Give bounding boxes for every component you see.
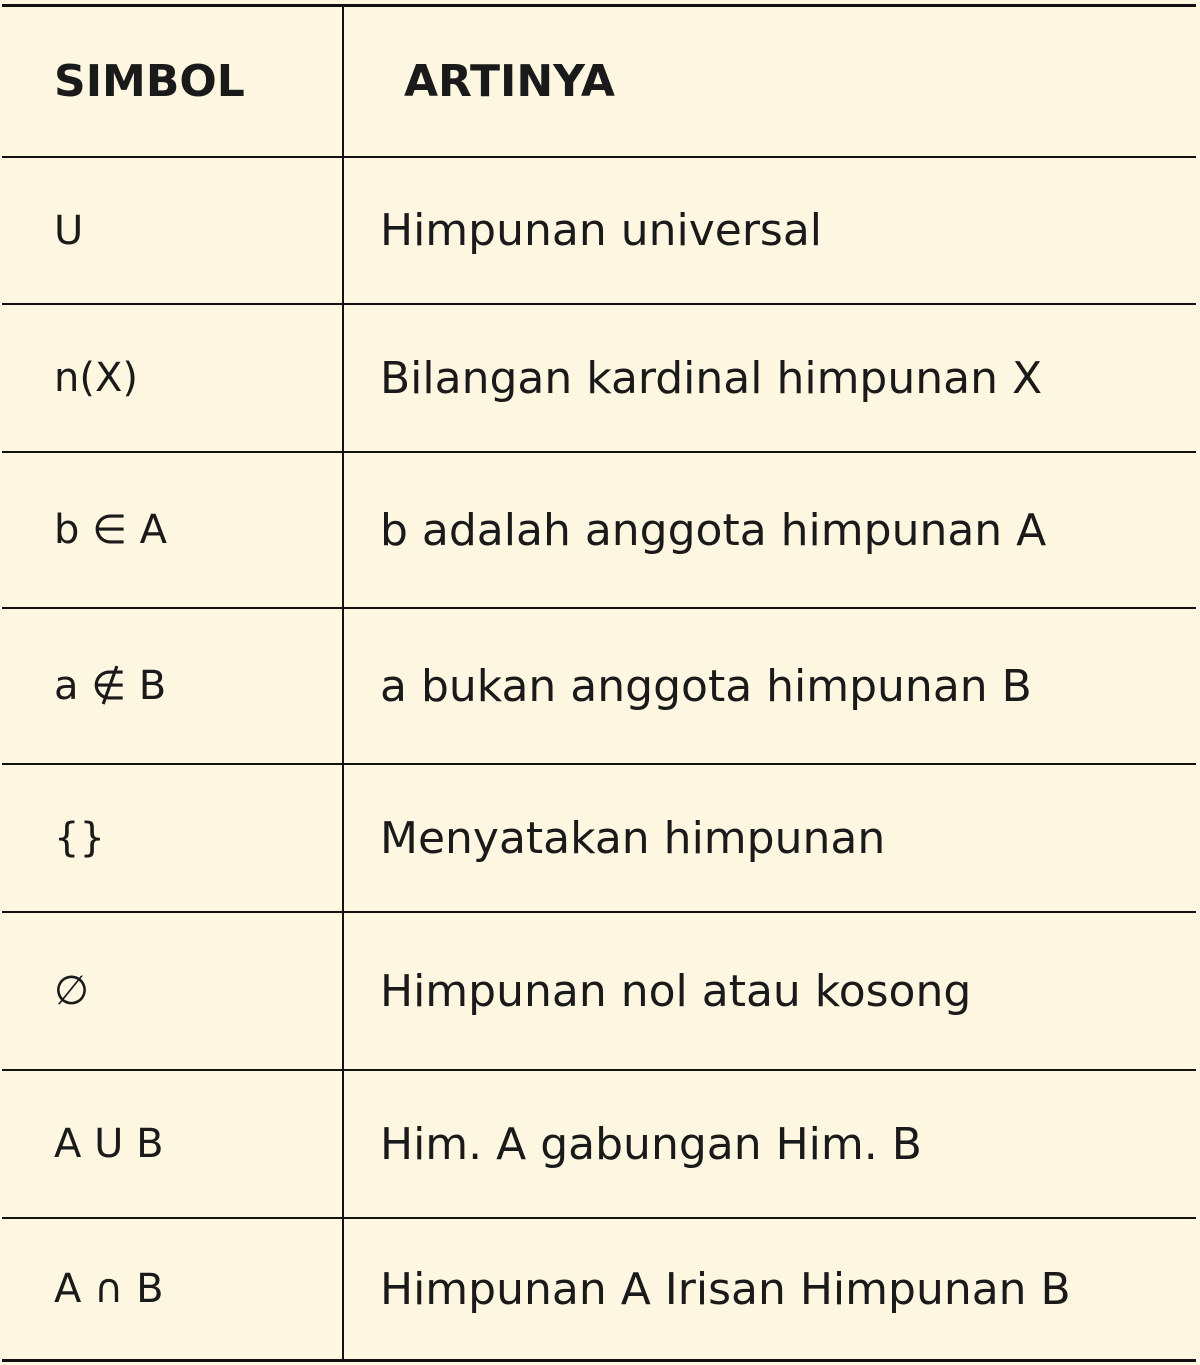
symbol-cell: U [54, 207, 84, 254]
meaning-cell: b adalah anggota himpunan A [380, 504, 1047, 556]
symbol-cell: ∅ [54, 968, 89, 1014]
symbol-cell: {} [54, 815, 105, 861]
header-meaning: ARTINYA [404, 56, 615, 107]
table-row [2, 453, 1196, 609]
table-row [2, 1071, 1196, 1219]
header-symbol: SIMBOL [54, 56, 245, 107]
meaning-cell: Himpunan nol atau kosong [380, 965, 972, 1017]
table-row [2, 1219, 1196, 1359]
meaning-cell: Himpunan A Irisan Himpunan B [380, 1263, 1071, 1315]
table-row [2, 305, 1196, 453]
table-row [2, 158, 1196, 305]
meaning-cell: Him. A gabungan Him. B [380, 1118, 922, 1170]
symbol-cell: A ∩ B [54, 1266, 164, 1312]
symbol-cell: A U B [54, 1121, 164, 1167]
meaning-cell: Menyatakan himpunan [380, 812, 886, 864]
table-row [2, 913, 1196, 1071]
symbol-cell: n(X) [54, 355, 138, 401]
meaning-cell: a bukan anggota himpunan B [380, 660, 1032, 712]
table-row [2, 609, 1196, 765]
table-row [2, 765, 1196, 913]
symbol-table [2, 4, 1196, 1362]
meaning-cell: Bilangan kardinal himpunan X [380, 352, 1043, 404]
symbol-cell: a ∉ B [54, 663, 167, 709]
symbol-cell: b ∈ A [54, 507, 168, 553]
meaning-cell: Himpunan universal [380, 205, 823, 256]
table-header-row [2, 7, 1196, 158]
